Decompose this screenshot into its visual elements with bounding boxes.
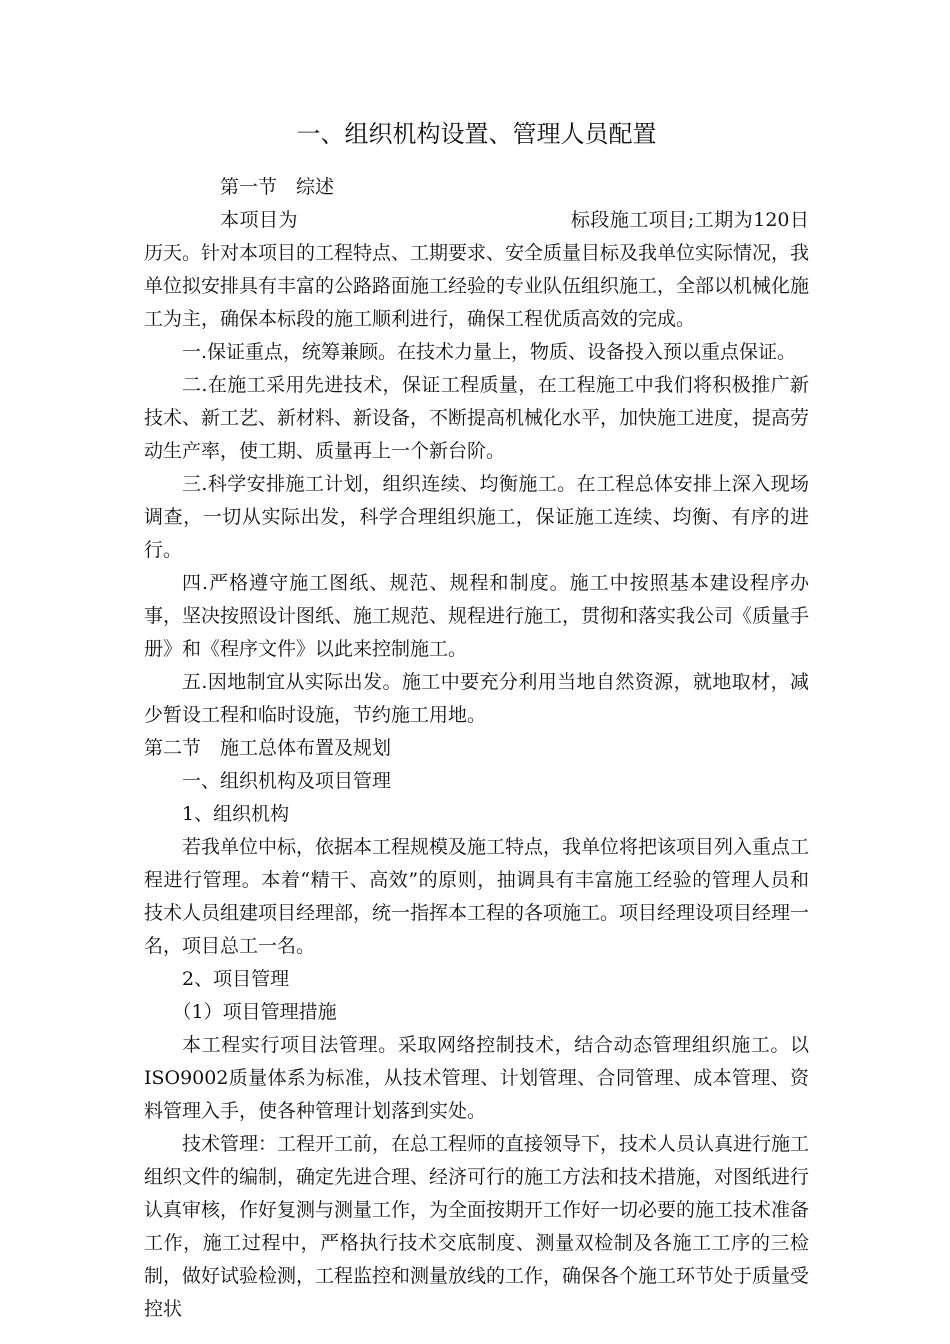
principle-2: 二.在施工采用先进技术，保证工程质量，在工程施工中我们将积极推广新技术、新工艺、新材料、新设备，不断提高机械化水平，加快施工进度，提高劳动生产率，使工期、质量再上一个新台阶。 [144, 374, 810, 462]
document-body [144, 114, 809, 1326]
subheading-org-mgmt: 一、组织机构及项目管理 [182, 770, 392, 792]
tech-mgmt-paragraph: 技术管理：工程开工前，在总工程师的直接领导下，技术人员认真进行施工组织文件的编制，确定先进合理、经济可行的施工方法和技术措施，对图纸进行认真审核，作好复测与测量工作，为全面按期开工作好一切必要的施工技术准备工作，施工过程中，严格执行技术交底制度、测量双检制及各施工工序的三检制，做好试验检测，工程监控和测量放线的工作，确保各个施工环节处于质量受控状 [144, 1133, 810, 1320]
section2-heading: 第二节 施工总体布置及规划 [144, 737, 392, 759]
principle-1: 一.保证重点，统筹兼顾。在技术力量上，物质、设备投入预以重点保证。 [182, 341, 797, 363]
subheading-mgmt-measures: （1）项目管理措施 [172, 1001, 337, 1023]
section1-heading: 第一节 综述 [220, 176, 335, 198]
subheading-org: 1、组织机构 [182, 803, 290, 825]
principle-5: 五.因地制宜从实际出发。施工中要充分利用当地自然资源，就地取材，减少暂设工程和临时设施，节约施工用地。 [144, 671, 809, 726]
subheading-project-mgmt: 2、项目管理 [182, 968, 290, 990]
section1-intro: 本项目为 标段施工项目;工期为120日历天。针对本项目的工程特点、工期要求、安全质量目标及我单位实际情况，我单位拟安排具有丰富的公路路面施工经验的专业队伍组织施工，全部以机械化施工为主，确保本标段的施工顺利进行，确保工程优质高效的完成。 [144, 209, 810, 330]
mgmt-paragraph: 本工程实行项目法管理。采取网络控制技术，结合动态管理组织施工。以ISO9002质量体系为标准，从技术管理、计划管理、合同管理、成本管理、资料管理入手，使各种管理计划落到实处。 [144, 1034, 809, 1122]
org-paragraph: 若我单位中标，依据本工程规模及施工特点，我单位将把该项目列入重点工程进行管理。本着“精干、高效”的原则，抽调具有丰富施工经验的管理人员和技术人员组建项目经理部，统一指挥本工程的各项施工。项目经理设项目经理一名，项目总工一名。 [144, 836, 810, 957]
principle-4: 四.严格遵守施工图纸、规范、规程和制度。施工中按照基本建设程序办事，坚决按照设计图纸、施工规范、规程进行施工，贯彻和落实我公司《质量手册》和《程序文件》以此来控制施工。 [144, 572, 810, 660]
page-title: 一、组织机构设置、管理人员配置 [296, 120, 657, 148]
principle-3: 三.科学安排施工计划，组织连续、均衡施工。在工程总体安排上深入现场调查，一切从实际出发，科学合理组织施工，保证施工连续、均衡、有序的进行。 [144, 473, 809, 561]
